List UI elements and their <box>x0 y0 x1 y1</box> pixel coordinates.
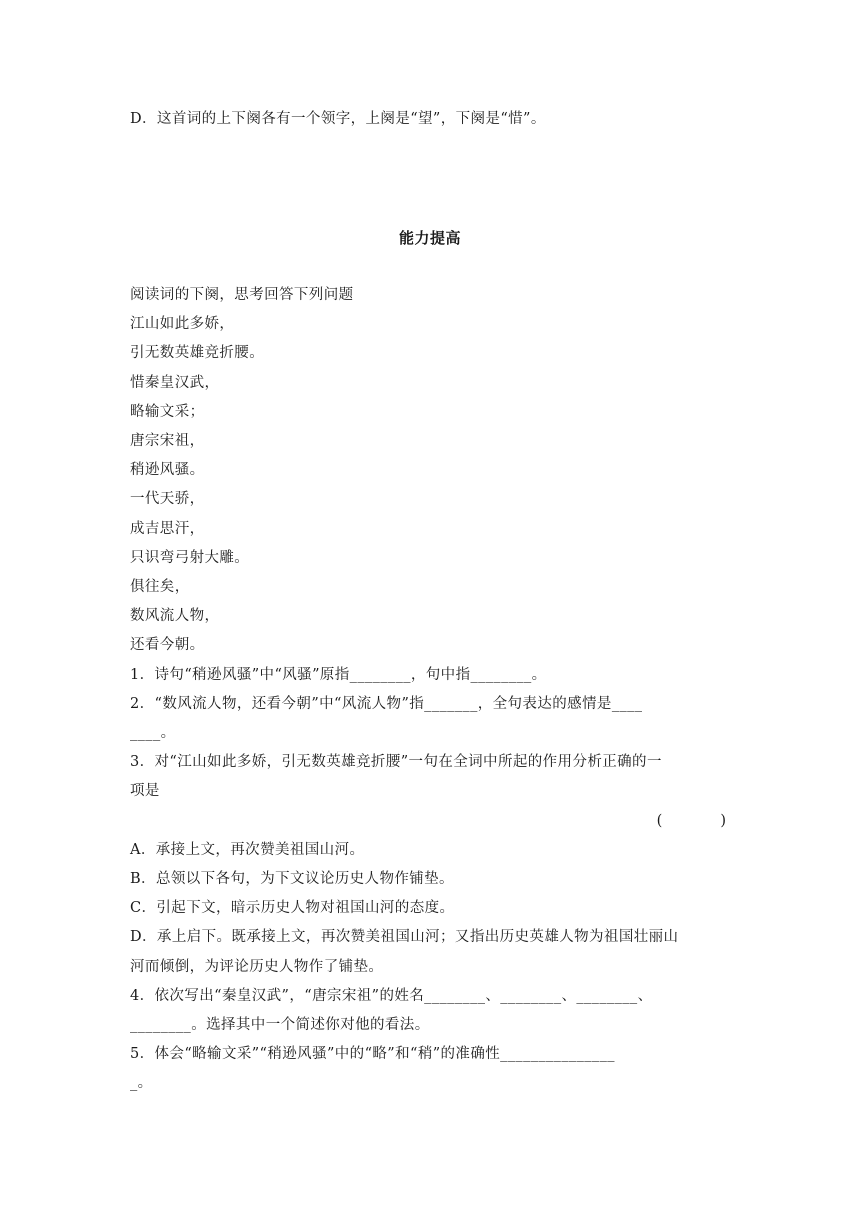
question-1-text: 1．诗句“稍逊风骚”中“风骚”原指________，句中指________。 <box>130 666 547 683</box>
poem-excerpt <box>130 310 730 660</box>
question-3-option-d-line-1: D．承上启下。既承接上文，再次赞美祖国山河；又指出历史英雄人物为祖国壮丽山 <box>130 929 679 946</box>
poem-line: 略输文采； <box>130 403 205 420</box>
question-3-option-b: B．总领以下各句，为下文议论历史人物作铺垫。 <box>130 871 454 888</box>
question-5-text-line-1: 5．体会“略输文采”“稍逊风骚”中的“略”和“稍”的准确性_______________ <box>130 1046 615 1063</box>
question-3-option-a: A．承接上文，再次赞美祖国山河。 <box>130 841 365 858</box>
question-5-text-line-2: _。 <box>130 1075 153 1092</box>
poem-line: 稍逊风骚。 <box>130 462 205 479</box>
poem-line: 只识弯弓射大雕。 <box>130 549 250 566</box>
question-4 <box>130 982 730 1040</box>
question-2-text-line-2: ____。 <box>130 725 176 742</box>
question-3-option-d-line-2: 河而倾倒，为评论历史人物作了铺垫。 <box>130 958 384 975</box>
answer-bracket <box>130 807 730 836</box>
question-2 <box>130 690 730 748</box>
reading-section <box>130 281 730 1099</box>
question-5 <box>130 1040 730 1098</box>
poem-line: 还看今朝。 <box>130 637 205 654</box>
poem-line: 成吉思汗， <box>130 520 205 537</box>
previous-question-option-d: D．这首词的上下阕各有一个领字，上阕是“望”，下阕是“惜”。 <box>130 111 546 127</box>
question-3-option-c: C．引起下文，暗示历史人物对祖国山河的态度。 <box>130 900 455 917</box>
question-4-text-line-2: ________。选择其中一个简述你对他的看法。 <box>130 1017 430 1034</box>
poem-line: 唐宗宋祖， <box>130 433 205 450</box>
question-2-text-line-1: 2．“数风流人物，还看今朝”中“风流人物”指_______，全句表达的感情是____ <box>130 695 643 712</box>
question-3-text-line-2: 项是 <box>130 783 160 800</box>
poem-line: 惜秦皇汉武， <box>130 374 220 391</box>
answer-bracket-close: ) <box>720 812 726 829</box>
question-4-text-line-1: 4．依次写出“秦皇汉武”，“唐宗宋祖”的姓名________、________、________、 <box>130 987 653 1004</box>
answer-bracket-open: ( <box>656 812 663 829</box>
poem-line: 俱往矣， <box>130 579 190 596</box>
poem-line: 一代天骄， <box>130 491 205 508</box>
poem-line: 数风流人物， <box>130 608 220 625</box>
question-3 <box>130 748 730 982</box>
reading-instruction: 阅读词的下阕，思考回答下列问题 <box>130 287 354 303</box>
question-3-text-line-1: 3．对“江山如此多娇，引无数英雄竞折腰”一句在全词中所起的作用分析正确的一 <box>130 754 662 771</box>
poem-line: 引无数英雄竞折腰。 <box>130 345 265 362</box>
section-title: 能力提高 <box>398 229 461 247</box>
question-1 <box>130 661 730 690</box>
poem-line: 江山如此多娇， <box>130 316 235 333</box>
